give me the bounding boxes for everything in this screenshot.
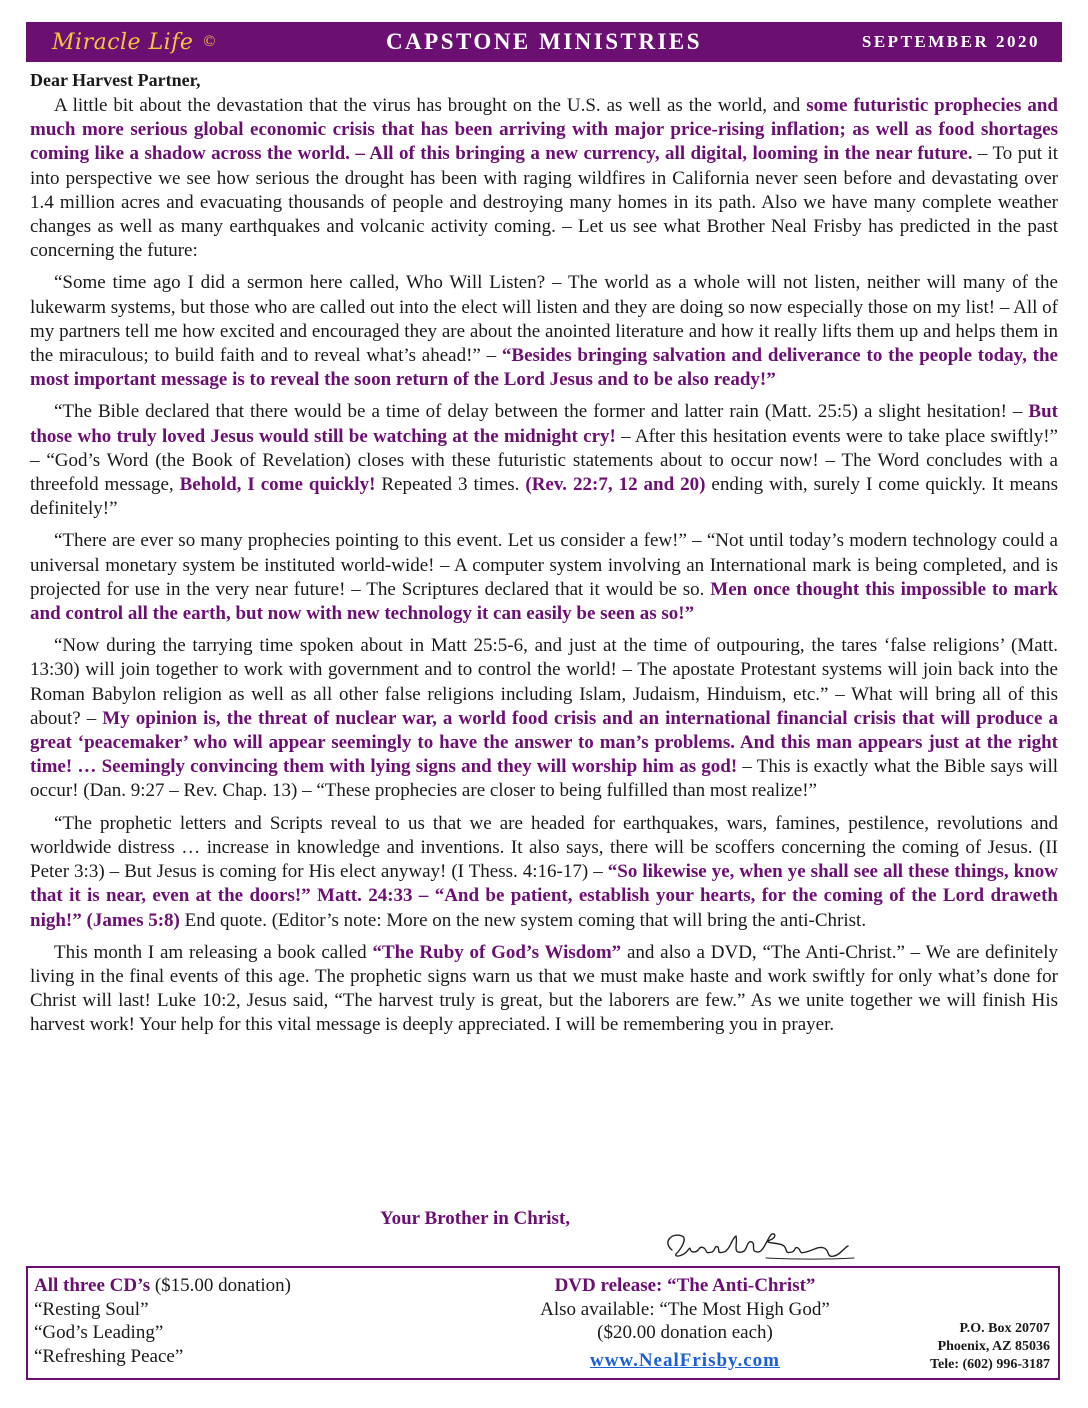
dvd-offer <box>468 1274 902 1372</box>
cd-title: “God’s Leading” <box>34 1322 164 1343</box>
body-text: A little bit about the devastation that the virus has brought on the U.S. as well as the world, and <box>54 95 807 116</box>
issue-date: SEPTEMBER 2020 <box>861 32 1040 51</box>
body-text: “The prophetic letters and Scripts reveal to us that we are headed for earthquakes, wars, famines, pestilence, revolutions and worldwide distress … increase in knowledge and inventions. It also says, there will be scoffers concerning the coming of Jesus. (II Peter 3:3) – But Jesus is coming for His elect anyway! (I Thess. 4:16-17) – <box>30 812 1058 883</box>
letter-paragraph <box>30 529 1058 626</box>
cd-offer-title: All three CD’s <box>34 1275 151 1296</box>
body-text: “Now during the tarrying time spoken about in Matt 25:5-6, and just at the time of outpouring, the tares ‘false religions’ (Matt. 13:30) will join together to work with government and to control the world! – The apostate Protestant systems will join back into the Roman Babylon religion as well as all other false religions including Islam, Judaism, Hinduism, etc.” – What will bring all of this about? – <box>30 635 1058 729</box>
letter-paragraph <box>30 634 1058 803</box>
highlighted-text: some futuristic prophecies and much more serious global economic crisis that has been arriving with major price-rising inflation; as well as food shortages coming like a shadow across the world. – All of this bringing a new currency, all digital, looming in the near future. <box>30 95 1058 165</box>
letter-paragraph <box>30 94 1058 263</box>
body-text: “The Bible declared that there would be a time of delay between the former and latter rain (Matt. 25:5) a slight hesitation! – <box>54 401 1029 423</box>
mailing-address <box>930 1320 1050 1374</box>
greeting: Dear Harvest Partner, <box>30 70 201 90</box>
cd-title: “Resting Soul” <box>34 1298 149 1320</box>
highlighted-text: “Besides bringing salvation and deliverance to the people today, the most important message is to reveal the soon return of the Lord Jesus and to be also ready!” <box>30 345 1058 391</box>
highlighted-text: But those who truly loved Jesus would still be watching at the midnight cry! <box>30 401 1058 447</box>
also-available: Also available: “The Most High God” <box>540 1298 830 1320</box>
body-text: – After this hesitation events were to take place swiftly!” – “God’s Word (the Book of Revelation) closes with these futuristic statements about to occur now! – The Word concludes with a threefold message, <box>30 425 1058 496</box>
newsletter-header <box>26 22 1062 62</box>
body-text: Repeated 3 times. <box>375 474 526 496</box>
letter-paragraphs <box>30 94 1058 1038</box>
letter-paragraph <box>30 271 1058 392</box>
cd-title: “Refreshing Peace” <box>34 1345 184 1367</box>
signature-image <box>658 1228 858 1264</box>
highlighted-text: My opinion is, the threat of nuclear war, a world food crisis and an international financial crisis that will produce a great ‘peacemaker’ who will appear seemingly to have the answer to man’s problems. And this man appears just at the right time! … Seemingly convincing them with lying signs and they will worship him as god! <box>30 707 1058 778</box>
body-text: – This is exactly what the Bible says will occur! (Dan. 9:27 – Rev. Chap. 13) – “These prophecies are closer to being fulfilled than most realize!” <box>30 756 1058 802</box>
brand-logo: Miracle Life <box>52 29 194 55</box>
letter-paragraph <box>30 812 1058 933</box>
body-text: This month I am releasing a book called <box>54 941 373 963</box>
body-text: ending with, surely I come quickly. It means definitely!” <box>30 474 1058 520</box>
highlighted-text: (Rev. 22:7, 12 and 20) <box>525 474 706 496</box>
letter-body <box>30 64 1058 1046</box>
cd-offer <box>34 1274 291 1368</box>
closing-line: Your Brother in Christ, <box>380 1208 571 1229</box>
body-text: End quote. (Editor’s note: More on the new system coming that will bring the anti-Christ. <box>179 909 867 931</box>
highlighted-text: “The Ruby of God’s Wisdom” <box>372 941 622 963</box>
organization-title: CAPSTONE MINISTRIES <box>385 29 703 54</box>
letter-paragraph <box>30 400 1058 521</box>
highlighted-text: Behold, I come quickly! <box>179 474 376 496</box>
body-text: – To put it into perspective we see how serious the drought has been with raging wildfires in California never seen before and devastating over 1.4 million acres and evacuating thousands of people and destroying many homes in its path. Also we have many complete weather changes as well as many earthquakes and volcanic activity coming. – Let us see what Brother Neal Frisby has predicted in the past concerning the future: <box>30 143 1059 262</box>
highlighted-text: Men once thought this impossible to mark and control all the earth, but now with new technology it can easily be seen as so!” <box>30 578 1058 625</box>
letter-paragraph <box>30 941 1058 1038</box>
footer-box <box>26 1266 1060 1380</box>
body-text: and also a DVD, “The Anti-Christ.” – We are definitely living in the final events of this age. The prophetic signs warn us that we must make haste and work swiftly for only what’s done for Christ will last! Luke 10:2, Jesus said, “The harvest truly is great, but the laborers are few.” As we unite together we will finish His harvest work! Your help for this vital message is deeply appreciated. I will be remembering you in prayer. <box>30 941 1058 1036</box>
telephone: Tele: (602) 996-3187 <box>929 1357 1050 1372</box>
copyright-symbol: © <box>203 33 216 50</box>
website-link[interactable]: www.NealFrisby.com <box>589 1349 781 1371</box>
dvd-release-title: DVD release: “The Anti-Christ” <box>554 1275 816 1296</box>
body-text: “There are ever so many prophecies pointing to this event. Let us consider a few!” – “Not until today’s modern technology could a universal monetary system be instituted world-wide! – A computer system involving an International mark is being completed, and is projected for use in the very near future! – The Scriptures declared that it would be so. <box>30 530 1058 600</box>
city-state-zip: Phoenix, AZ 85036 <box>937 1339 1050 1354</box>
cd-offer-price: ($15.00 donation) <box>150 1275 291 1296</box>
po-box: P.O. Box 20707 <box>959 1321 1050 1336</box>
body-text: “Some time ago I did a sermon here called, Who Will Listen? – The world as a whole will not listen, neither will many of the lukewarm systems, but those who are called out into the elect will listen and they are doing so now especially those on my list! – All of my partners tell me how excited and encouraged they are about the anointed literature and how it really lifts them up and helps them in the miraculous; to build faith and to reveal what’s ahead!” – <box>30 272 1058 367</box>
donation-note: ($20.00 donation each) <box>597 1322 773 1343</box>
highlighted-text: “So likewise ye, when ye shall see all these things, know that it is near, even at the doors!” Matt. 24:33 – “And be patient, establish your hearts, for the coming of the Lord draweth nigh!” (James 5:8) <box>30 861 1058 931</box>
